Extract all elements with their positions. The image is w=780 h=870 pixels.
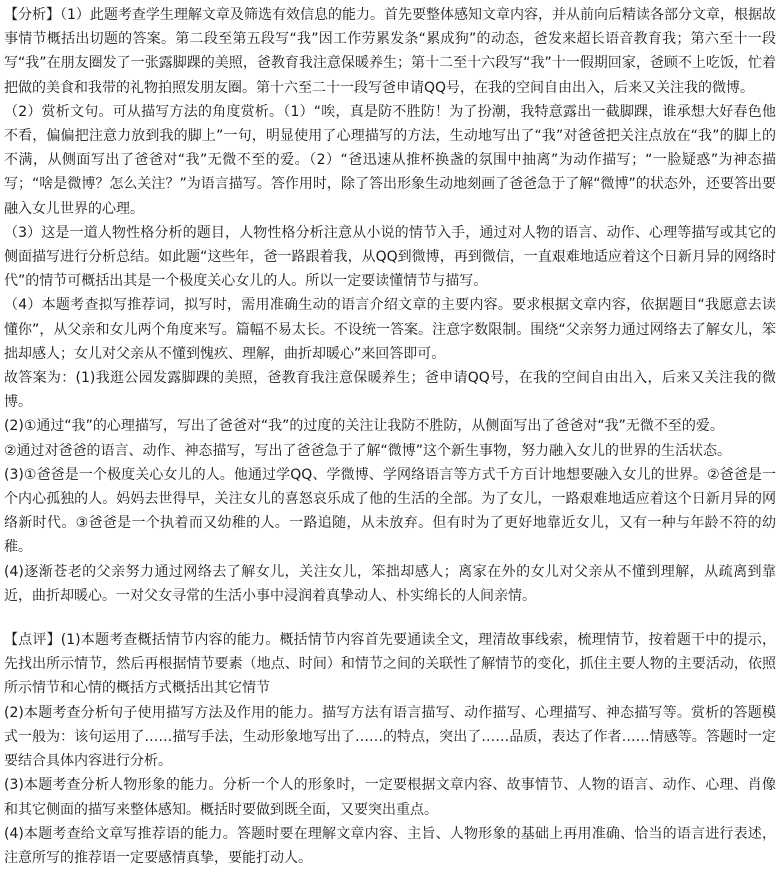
comment-part-4: (4)本题考查给文章写推荐语的能力。答题时要在理解文章内容、主旨、人物形象的基础上再用准确、恰当的语言进行表述，注意所写的推荐语一定要感情真挚，要能打动人。 [4,825,776,866]
answer-2b: ②通过对爸爸的语言、动作、神态描写，写出了爸爸急于了解“微博”这个新生事物，努力融入女儿的世界的生活状态。 [4,442,732,459]
analysis-part-3: （3）这是一道人物性格分析的题目，人物性格分析注意从小说的情节入手，通过对人物的语言、动作、心理等描写或其它的侧面描写进行分析总结。如此题“这些年，爸一路跟着我，从QQ到微博，再到微信，一直艰难地适应着这个日新月异的网络时代”的情节可概括出其是一个极度关心女儿的人。所以一定要读懂情节与描写。 [4,224,776,290]
analysis-part-4: （4）本题考查拟写推荐词，拟写时，需用准确生动的语言介绍文章的主要内容。要求根据文章内容，依据题目“我愿意去读懂你”，从父亲和女儿两个角度来写。篇幅不易太长。不设统一答案。注意字数限制。围绕“父亲努力通过网络去了解女儿，笨拙却感人；女儿对父亲从不懂到愧疚、理解，曲折却暖心”来回答即可。 [4,297,776,362]
comment-section [4,628,776,870]
comment-part-2: (2)本题考查分析句子使用描写方法及作用的能力。描写方法有语言描写、动作描写、心理描写、神态描写等。赏析的答题模式一般为：该句运用了……描写手法，生动形象地写出了……的特点，突出了……品质，表达了作者……情感等。答题时一定要结合具体内容进行分析。 [4,704,776,770]
answer-1: 故答案为：(1)我逛公园发露脚踝的美照，爸教育我注意保暖养生；爸申请QQ号，在我的空间自由出入，后来又关注我的微博。 [4,370,776,411]
answer-4: (4)逐渐苍老的父亲努力通过网络去了解女儿，关注女儿，笨拙却感人；离家在外的女儿对父亲从不懂到理解，从疏离到靠近，曲折却暖心。一对父女寻常的生活小事中浸润着真挚动人、朴实绵长的人间亲情。 [4,563,776,604]
comment-part-3: (3)本题考查分析人物形象的能力。分析一个人的形象时，一定要根据文章内容、故事情节、人物的语言、动作、心理、肖像和其它侧面的描写来整体感知。概括时要做到既全面，又要突出重点。 [4,777,776,818]
analysis-part-2: （2）赏析文句。可从描写方法的角度赏析。（1）“唉，真是防不胜防！为了扮潮，我特意露出一截脚踝，谁承想大好春色他不看，偏偏把注意力放到我的脚上”一句，明显使用了心理描写的方法，生动地写出了“我”对爸爸把关注点放在“我”的脚上的不满，从侧面写出了爸爸对“我”无微不至的爱。（2）“爸迅速从推杯换盏的氛围中抽离”为动作描写；“一脸疑惑”为神态描写；“啥是微博？怎么关注？”为语言描写。答作用时，除了答出形象生动地刻画了爸爸急于了解“微博”的状态外，还要答出要融入女儿世界的心理。 [4,103,776,217]
analysis-part-1: 【分析】（1）此题考查学生理解文章及筛选有效信息的能力。首先要整体感知文章内容，并从前向后精读各部分文章，根据故事情节概括出切题的答案。第二段至第五段写“我”因工作劳累发条“累成狗”的动态，爸发来超长语音教育我；第六至十一段写“我”在朋友圈发了一张露脚踝的美照，爸教育我注意保暖养生；第十二至十六段写“我”十一假期回家，爸顾不上吃饭，忙着把做的美食和我带的礼物拍照发朋友圈。第十六至二十一段写爸申请QQ号，在我的空间自由出入，后来又关注我的微博。 [4,7,776,96]
answer-3: (3)①爸爸是一个极度关心女儿的人。他通过学QQ、学微博、学网络语言等方式千方百计地想要融入女儿的世界。②爸爸是一个内心孤独的人。妈妈去世得早，关注女儿的喜怒哀乐成了他的生活的全部。为了女儿，一路艰难地适应着这个日新月异的网络新时代。③爸爸是一个执着而又幼稚的人。一路追随，从未放弃。但有时为了更好地靠近女儿，又有一种与年龄不符的幼稚。 [4,466,776,556]
comment-part-1: 【点评】(1)本题考查概括情节内容的能力。概括情节内容首先要通读全文，理清故事线索，梳理情节，按着题干中的提示，先找出所示情节，然后再根据情节要素（地点、时间）和情节之间的关联性了解情节的变化，抓住主要人物的主要活动，依照所示情节和心情的概括方式概括出其它情节 [4,632,776,697]
answer-2a: (2)①通过“我”的心理描写，写出了爸爸对“我”的过度的关注让我防不胜防，从侧面写出了爸爸对“我”无微不至的爱。 [4,418,724,435]
section-spacer [4,608,776,628]
analysis-section [4,3,776,608]
